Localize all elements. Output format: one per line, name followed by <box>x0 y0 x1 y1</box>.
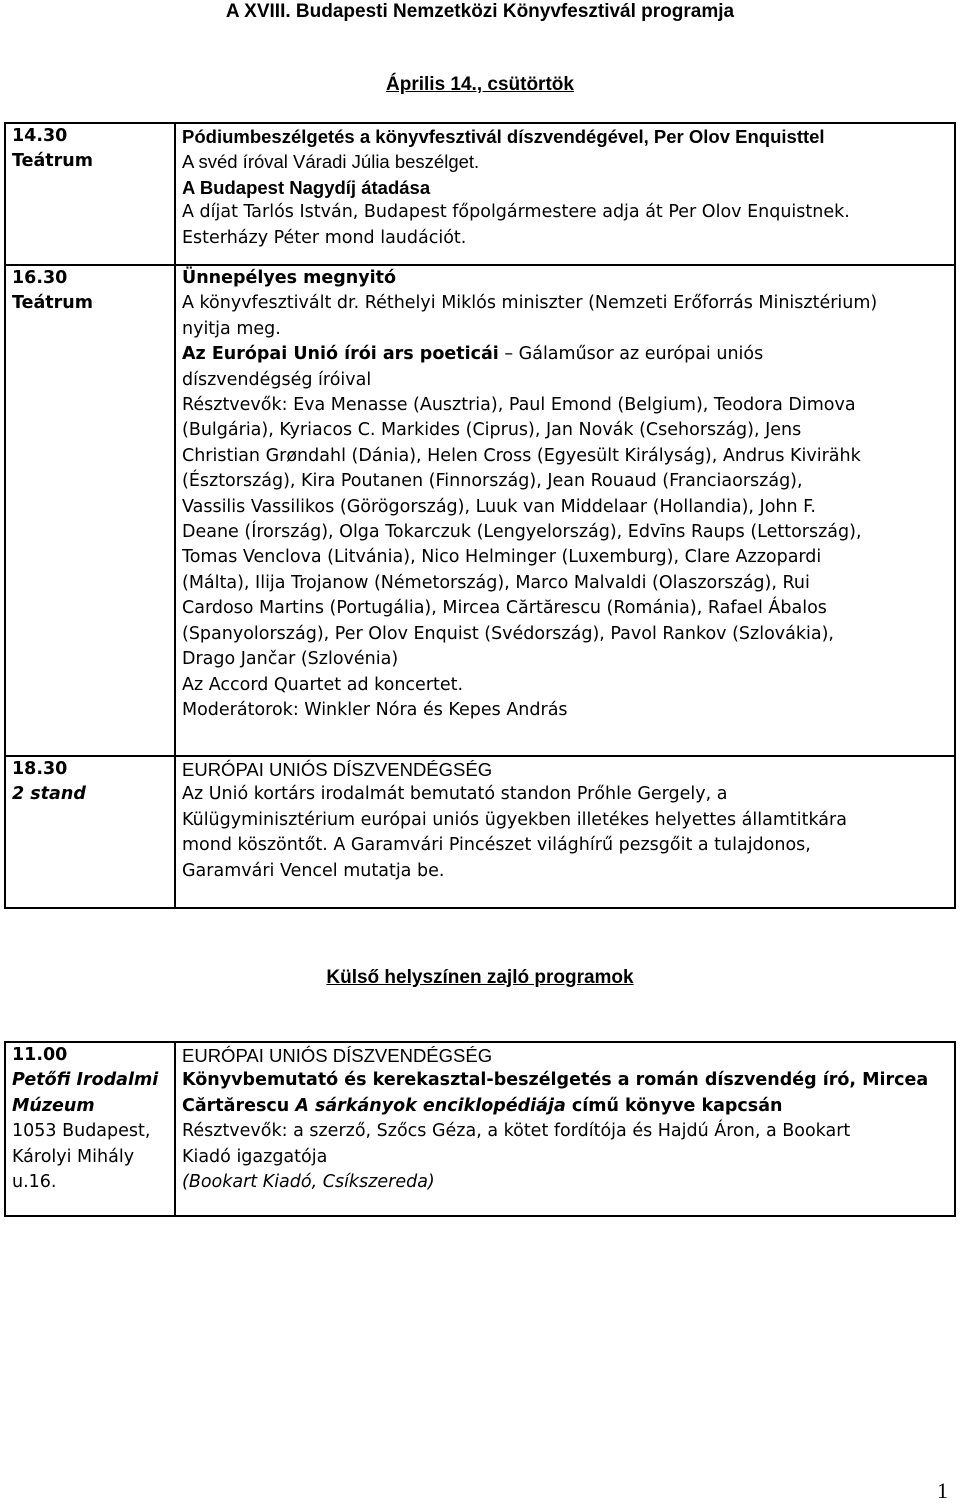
event-line: díszvendégség íróival <box>182 369 372 390</box>
event-subtitle: Könyvbemutató és kerekasztal-beszélgetés a román díszvendég író, Mircea <box>182 1070 929 1091</box>
event-subtitle: A Budapest Nagydíj átadása <box>182 176 431 198</box>
participants-line: (Spanyolország), Per Olov Enquist (Svédország), Pavol Rankov (Szlovákia), <box>182 623 834 644</box>
time-cell <box>5 265 175 756</box>
moderators-line: Moderátorok: Winkler Nóra és Kepes András <box>182 699 568 720</box>
participants-line: (Málta), Ilija Trojanow (Németország), Marco Malvaldi (Olaszország), Rui <box>182 572 810 593</box>
event-line: Esterházy Péter mond laudációt. <box>182 227 467 248</box>
event-title: EURÓPAI UNIÓS DÍSZVENDÉGSÉG <box>182 759 493 780</box>
participants-line: Kiadó igazgatója <box>182 1146 328 1167</box>
event-line: Az Accord Quartet ad koncertet. <box>182 674 464 695</box>
participants-line: Résztvevők: Eva Menasse (Ausztria), Paul Emond (Belgium), Teodora Dimova <box>182 395 856 416</box>
schedule-row <box>5 123 955 265</box>
event-line: A svéd íróval Váradi Júlia beszélget. <box>182 151 480 173</box>
participants-line: Résztvevők: a szerző, Szőcs Géza, a kötet fordítója és Hajdú Áron, a Bookart <box>182 1121 851 1142</box>
event-title: Pódiumbeszélgetés a könyvfesztivál díszvendégével, Per Olov Enquisttel <box>182 126 825 147</box>
event-details <box>175 265 955 756</box>
external-table <box>4 1041 956 1217</box>
event-time: 16.30 <box>12 268 68 288</box>
venue-address: u.16. <box>12 1172 57 1193</box>
event-time: 14.30 <box>12 126 68 146</box>
venue-address: Károlyi Mihály <box>12 1146 135 1167</box>
participants-line: Vassilis Vassilikos (Görögország), Luuk van Middelaar (Hollandia), John F. <box>182 496 816 517</box>
event-line: A díjat Tarlós István, Budapest főpolgármestere adja át Per Olov Enquistnek. <box>182 202 850 223</box>
author-name: Cărtărescu <box>182 1095 290 1116</box>
event-venue: Teátrum <box>12 293 93 314</box>
schedule-row <box>5 265 955 756</box>
event-venue: Teátrum <box>12 151 93 172</box>
event-time: 18.30 <box>12 759 68 779</box>
event-details <box>175 756 955 908</box>
participants-line: Christian Grøndahl (Dánia), Helen Cross (Egyesült Királyság), Andrus Kivirähk <box>182 445 861 466</box>
event-venue: Petőfi Irodalmi <box>12 1070 159 1091</box>
event-line: A könyvfesztivált dr. Réthelyi Miklós miniszter (Nemzeti Erőforrás Minisztérium) <box>182 293 878 314</box>
book-title: A sárkányok enciklopédiája <box>295 1095 566 1116</box>
event-line: nyitja meg. <box>182 318 281 339</box>
external-section-heading: Külső helyszínen zajló programok <box>326 967 634 988</box>
page-number: 1 <box>937 1478 948 1503</box>
participants-line: (Bulgária), Kyriacos C. Markides (Ciprus), Jan Novák (Csehország), Jens <box>182 420 802 441</box>
venue-address: 1053 Budapest, <box>12 1121 151 1142</box>
event-subtitle: Az Európai Unió írói ars poeticái <box>182 344 499 365</box>
event-venue: 2 stand <box>12 784 86 805</box>
event-line: Külügyminisztérium európai uniós ügyekben illetékes helyettes államtitkára <box>182 809 847 830</box>
participants-line: (Észtország), Kira Poutanen (Finnország), Jean Rouaud (Franciaország), <box>182 471 803 492</box>
participants-line: Tomas Venclova (Litvánia), Nico Helminger (Luxemburg), Clare Azzopardi <box>182 547 822 568</box>
event-line <box>182 342 950 367</box>
event-title: Ünnepélyes megnyitó <box>182 268 397 288</box>
participants-line: Drago Jančar (Szlovénia) <box>182 649 399 670</box>
event-venue: Múzeum <box>12 1095 95 1116</box>
schedule-table <box>4 122 956 909</box>
participants-line: Cardoso Martins (Portugália), Mircea Cărtărescu (Románia), Rafael Ábalos <box>182 598 827 619</box>
schedule-row <box>5 1042 955 1216</box>
schedule-row <box>5 756 955 908</box>
event-subtitle <box>182 1094 950 1119</box>
event-line: Garamvári Vencel mutatja be. <box>182 860 445 881</box>
event-title: EURÓPAI UNIÓS DÍSZVENDÉGSÉG <box>182 1045 493 1066</box>
document-title: A XVIII. Budapesti Nemzetközi Könyvfesztivál programja <box>225 1 735 22</box>
event-line: mond köszöntőt. A Garamvári Pincészet világhírű pezsgőit a tulajdonos, <box>182 835 811 856</box>
event-time: 11.00 <box>12 1045 68 1065</box>
event-subtitle-tail: című könyve kapcsán <box>571 1095 783 1116</box>
event-subtitle-tail: – Gálaműsor az európai uniós <box>504 344 764 365</box>
date-heading: Április 14., csütörtök <box>386 74 574 95</box>
time-cell <box>5 123 175 265</box>
time-cell <box>5 1042 175 1216</box>
participants-line: Deane (Írország), Olga Tokarczuk (Lengyelország), Edvīns Raups (Lettország), <box>182 522 862 543</box>
publisher-line: (Bookart Kiadó, Csíkszereda) <box>182 1172 435 1193</box>
event-line: Az Unió kortárs irodalmát bemutató standon Prőhle Gergely, a <box>182 784 728 805</box>
event-details <box>175 123 955 265</box>
event-details <box>175 1042 955 1216</box>
time-cell <box>5 756 175 908</box>
